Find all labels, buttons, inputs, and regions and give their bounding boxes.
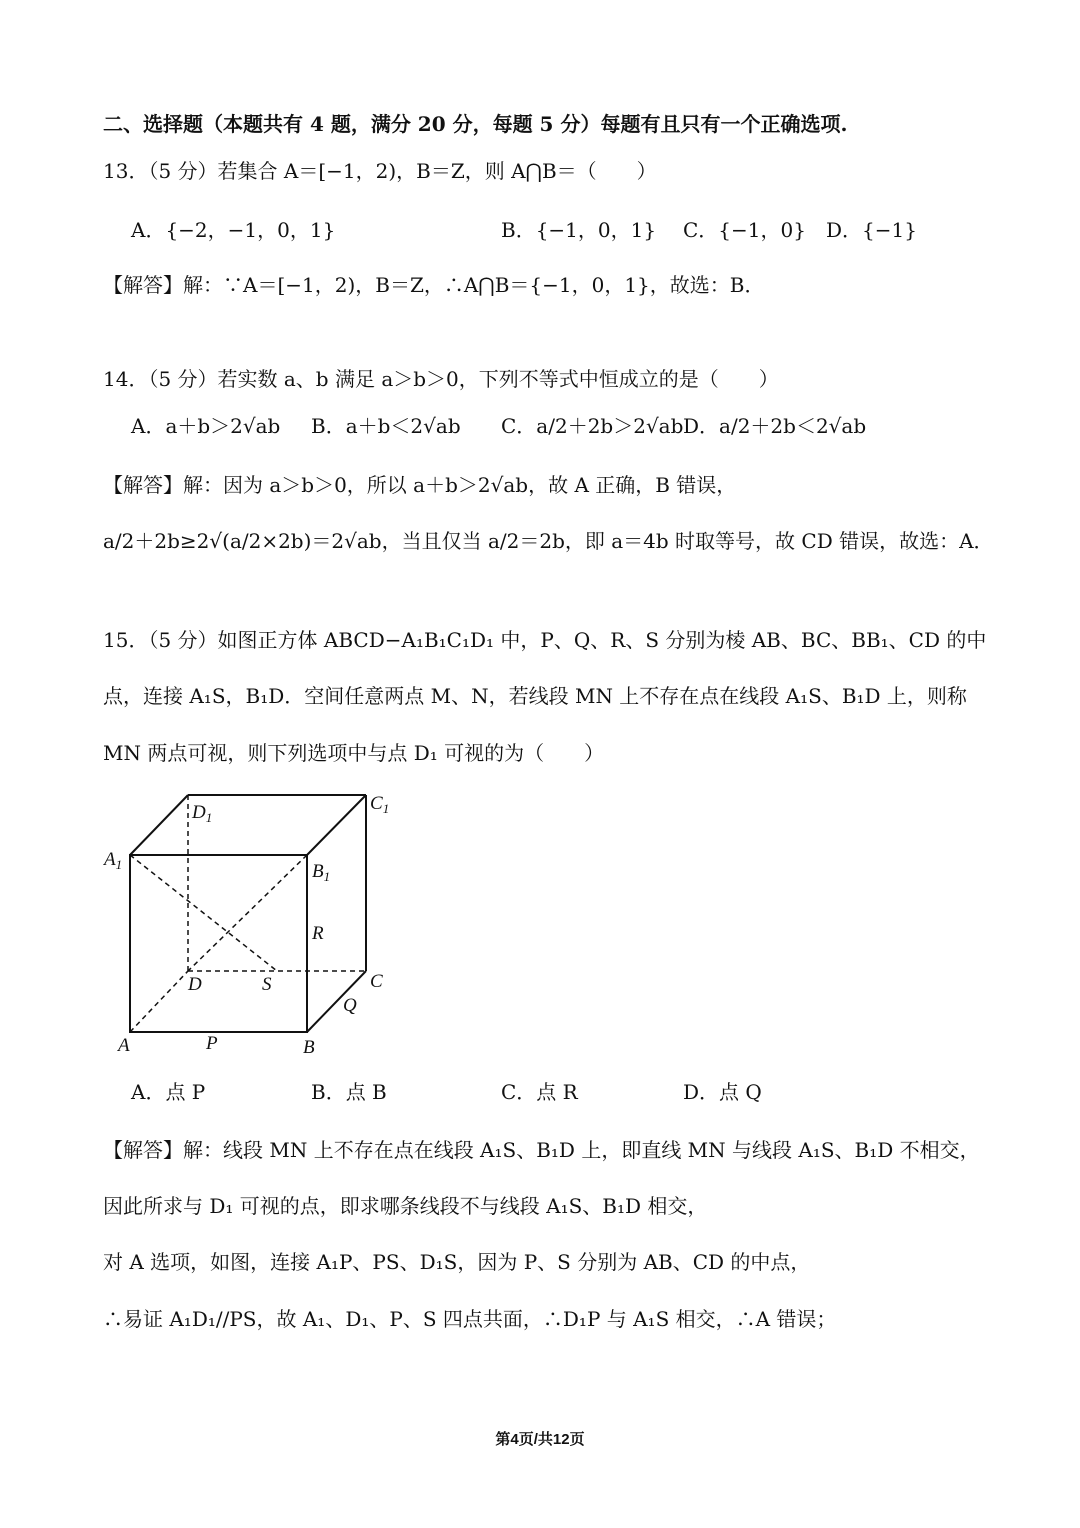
label-a1: $A_1$	[104, 849, 123, 872]
cube-figure	[100, 785, 410, 1065]
label-a: A	[118, 1035, 130, 1056]
q15-option-c: C．点 R	[501, 1080, 578, 1104]
q15-option-d: D．点 Q	[683, 1080, 762, 1104]
q13-solution: 【解答】解：∵A＝[−1，2)，B＝Z，∴A⋂B＝{−1，0，1}，故选：B．	[103, 273, 765, 297]
label-d1: $D_1$	[192, 802, 213, 825]
q14-option-b: B．a＋b＜2√ab	[311, 414, 461, 438]
label-c: C	[370, 971, 383, 992]
q15-option-a: A．点 P	[131, 1080, 206, 1104]
q13-option-b: B．{−1，0，1}	[501, 218, 657, 242]
q14-stem: 14．（5 分）若实数 a、b 满足 a＞b＞0，下列不等式中恒成立的是（ ）	[103, 367, 779, 391]
q14-option-c: C．a/2＋2b＞2√ab	[501, 414, 684, 438]
q14-solution-line-1: 【解答】解：因为 a＞b＞0，所以 a＋b＞2√ab，故 A 正确，B 错误，	[103, 473, 737, 497]
label-b1: $B_1$	[312, 861, 331, 884]
label-p: P	[206, 1033, 218, 1054]
q13-stem: 13．（5 分）若集合 A＝[−1，2)，B＝Z，则 A⋂B＝（ ）	[103, 159, 657, 183]
q15-option-b: B．点 B	[311, 1080, 387, 1104]
label-d: D	[188, 974, 202, 995]
q15-solution-line-2: 因此所求与 D₁ 可视的点，即求哪条线段不与线段 A₁S、B₁D 相交，	[103, 1194, 708, 1218]
q15-stem-line-2: 点，连接 A₁S，B₁D．空间任意两点 M、N，若线段 MN 上不存在点在线段 A₁S、B₁D 上，则称	[103, 684, 967, 708]
page-number-footer: 第4页/共12页	[495, 1431, 585, 1448]
label-b: B	[303, 1037, 315, 1058]
q15-solution-line-3: 对 A 选项，如图，连接 A₁P、PS、D₁S，因为 P、S 分别为 AB、CD 的中点，	[103, 1250, 811, 1274]
label-c1: $C_1$	[370, 793, 390, 816]
q15-solution-line-1: 【解答】解：线段 MN 上不存在点在线段 A₁S、B₁D 上，即直线 MN 与线段 A₁S、B₁D 不相交，	[103, 1138, 980, 1162]
q14-solution-line-2: a/2＋2b≥2√(a/2×2b)＝2√ab，当且仅当 a/2＝2b，即 a＝4b 时取等号，故 CD 错误，故选：A．	[103, 529, 994, 553]
q15-stem-line-1: 15．（5 分）如图正方体 ABCD−A₁B₁C₁D₁ 中，P、Q、R、S 分别为棱 AB、BC、BB₁、CD 的中	[103, 628, 987, 652]
q13-option-d: D．{−1}	[826, 218, 917, 242]
q14-option-d: D．a/2＋2b＜2√ab	[683, 414, 867, 438]
label-r: R	[312, 923, 324, 944]
segment-b1d	[188, 855, 307, 971]
label-q: Q	[343, 995, 357, 1016]
q13-option-c: C．{−1，0}	[683, 218, 806, 242]
q15-solution-line-4: ∴易证 A₁D₁//PS，故 A₁、D₁、P、S 四点共面，∴D₁P 与 A₁S 相交，∴A 错误；	[103, 1307, 837, 1331]
segment-a1s	[130, 855, 277, 971]
q14-option-a: A．a＋b＞2√ab	[131, 414, 281, 438]
label-s: S	[262, 974, 272, 995]
q15-stem-line-3: MN 两点可视，则下列选项中与点 D₁ 可视的为（ ）	[103, 741, 605, 765]
section-header: 二、选择题（本题共有 4 题，满分 20 分，每题 5 分）每题有且只有一个正确选项.	[103, 112, 848, 136]
q13-option-a: A．{−2，−1，0，1}	[131, 218, 336, 242]
